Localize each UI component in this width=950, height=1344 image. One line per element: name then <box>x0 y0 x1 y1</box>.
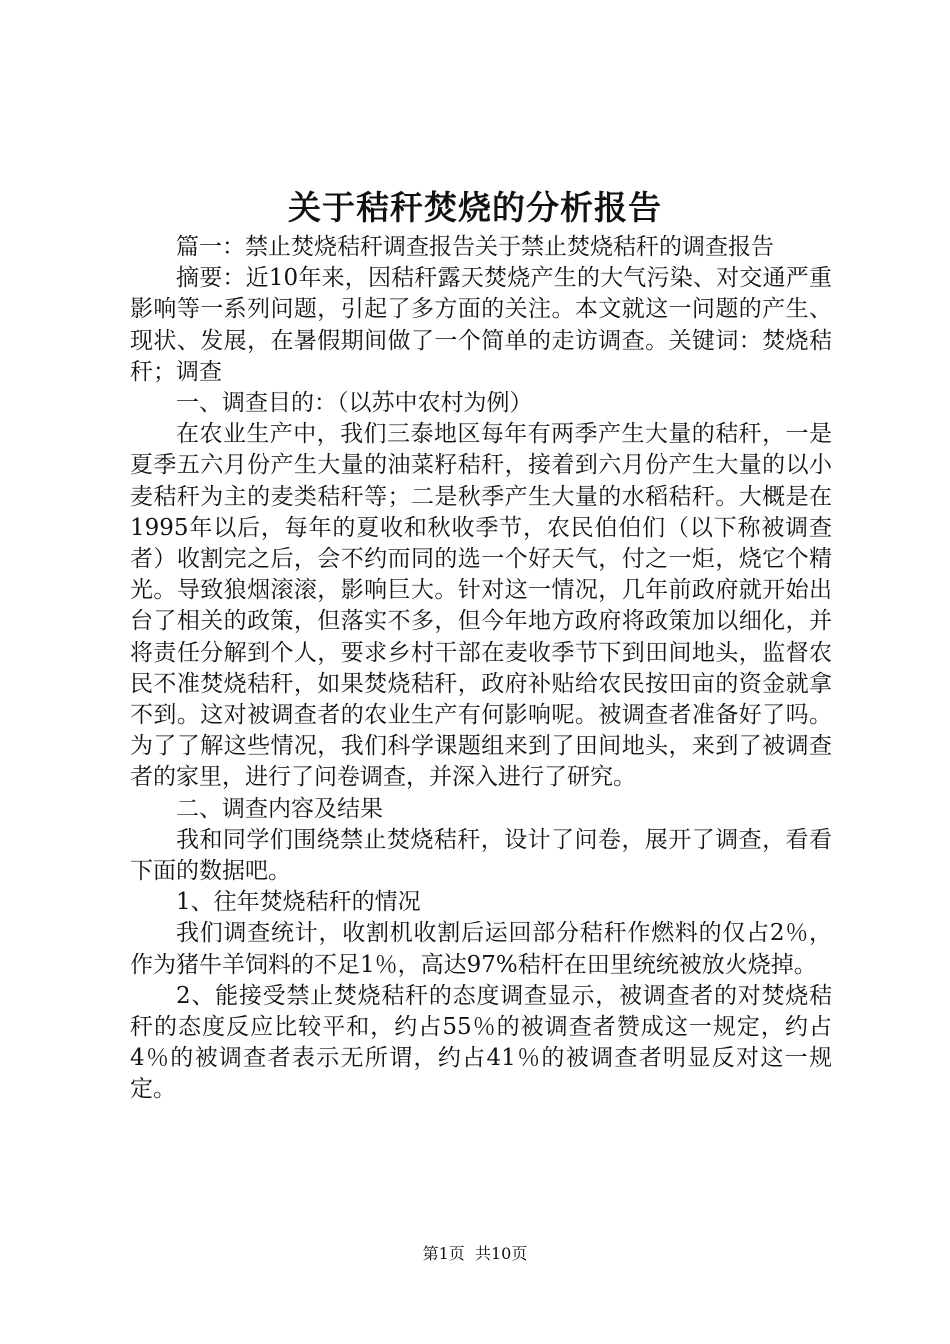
document-body <box>130 232 832 1106</box>
section-heading-purpose: 一、调查目的：（以苏中农村为例） <box>176 390 533 417</box>
document-title: 关于秸秆焚烧的分析报告 <box>288 188 662 227</box>
page-footer <box>0 1244 950 1264</box>
paragraph-heading-part-one: 篇一：禁止焚烧秸秆调查报告关于禁止焚烧秸秆的调查报告 <box>176 234 774 260</box>
paragraph-statistics: 我们调查统计，收割机收割后运回部分秸秆作燃料的仅占2％，作为猪牛羊饲料的不足1％，高达97%秸杆在田里统统被放火烧掉。 <box>130 920 832 978</box>
subheading-past-burning: 1、往年焚烧秸秆的情况 <box>176 889 421 916</box>
total-pages: 共10页 <box>474 1244 528 1263</box>
paragraph-abstract: 摘要：近10年来，因秸秆露天焚烧产生的大气污染、对交通严重影响等一系列问题，引起了多方面的关注。本文就这一问题的产生、现状、发展，在暑假期间做了一个简单的走访调查。关键词：焚烧秸秆；调查 <box>130 265 832 385</box>
page-number: 第1页 <box>422 1244 465 1263</box>
footer-separator <box>465 1244 475 1263</box>
paragraph-background: 在农业生产中，我们三泰地区每年有两季产生大量的秸秆，一是夏季五六月份产生大量的油菜籽秸秆，接着到六月份产生大量的以小麦秸秆为主的麦类秸秆等；二是秋季产生大量的水稻秸秆。大概是在1995年以后，每年的夏收和秋收季节，农民伯伯们（以下称被调查者）收割完之后，会不约而同的选一个好天气，付之一炬，烧它个精光。导致狼烟滚滚，影响巨大。针对这一情况，几年前政府就开始出台了相关的政策，但落实不多，但今年地方政府将政策加以细化，并将责任分解到个人，要求乡村干部在麦收季节下到田间地头，监督农民不准焚烧秸秆，如果焚烧秸秆，政府补贴给农民按田亩的资金就拿不到。这对被调查者的农业生产有何影响呢。被调查者准备好了吗。为了了解这些情况，我们科学课题组来到了田间地头，来到了被调查者的家里，进行了问卷调查，并深入进行了研究。 <box>130 421 832 791</box>
paragraph-attitude-survey: 2、能接受禁止焚烧秸秆的态度调查显示，被调查者的对焚烧秸秆的态度反应比较平和，约占55％的被调查者赞成这一规定，约占4％的被调查者表示无所谓，约占41％的被调查者明显反对这一规定。 <box>130 982 832 1103</box>
section-heading-content-results: 二、调查内容及结果 <box>176 795 383 822</box>
paragraph-survey-intro: 我和同学们围绕禁止焚烧秸秆，设计了问卷，展开了调查，看看下面的数据吧。 <box>130 826 832 885</box>
